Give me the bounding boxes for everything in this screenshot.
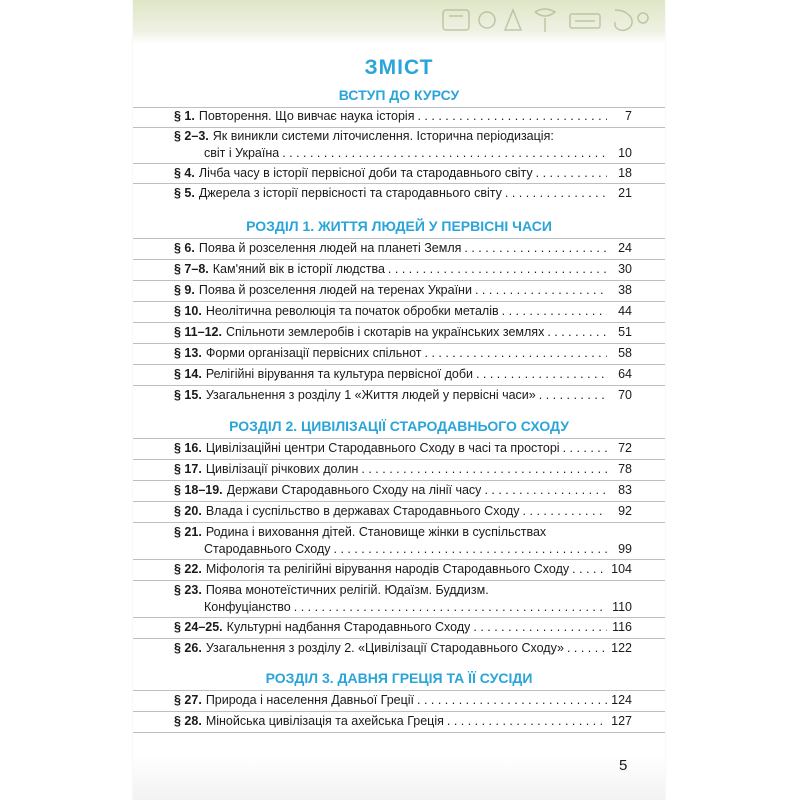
entry-number: § 5. xyxy=(174,186,195,200)
entry-title: Узагальнення з розділу 1 «Життя людей у первісні часи» xyxy=(205,388,536,402)
entry-title: Поява монотеїстичних релігій. Юдаїзм. Буддизм. xyxy=(205,583,489,597)
divider xyxy=(133,559,665,560)
entry-title-continued: Конфуціанство xyxy=(204,600,291,614)
entry-page: 18 xyxy=(618,166,632,180)
book-page xyxy=(133,0,665,800)
divider xyxy=(133,322,665,323)
toc-entry[interactable] xyxy=(174,185,632,202)
entry-page: 110 xyxy=(612,600,632,614)
dot-leader xyxy=(476,366,607,383)
entry-page: 24 xyxy=(618,241,632,255)
entry-title: Цивілізації річкових долин xyxy=(205,462,359,476)
dot-leader xyxy=(361,461,607,478)
entry-page: 72 xyxy=(618,441,632,455)
divider xyxy=(133,580,665,581)
entry-title: Форми організації первісних спільнот xyxy=(205,346,422,360)
dot-leader xyxy=(417,108,607,125)
dot-leader xyxy=(464,240,607,257)
toc-entry[interactable] xyxy=(174,524,632,558)
entry-title: Родина і виховання дітей. Становище жінки в суспільствах xyxy=(205,525,547,539)
entry-title: Міфологія та релігійні вірування народів Стародавнього Сходу xyxy=(205,562,570,576)
divider xyxy=(133,732,665,733)
divider xyxy=(133,638,665,639)
divider xyxy=(133,280,665,281)
entry-page: 70 xyxy=(618,388,632,402)
entry-number: § 4. xyxy=(174,166,195,180)
dot-leader xyxy=(539,387,607,404)
dot-leader xyxy=(294,599,607,616)
dot-leader xyxy=(475,282,607,299)
divider xyxy=(133,183,665,184)
entry-number: § 23. xyxy=(174,583,202,597)
section-heading-chapter-2: РОЗДІЛ 2. ЦИВІЛІЗАЦІЇ СТАРОДАВНЬОГО СХОДУ xyxy=(229,418,569,434)
entry-number: § 26. xyxy=(174,641,202,655)
divider xyxy=(133,364,665,365)
toc-entry[interactable] xyxy=(174,345,632,362)
entry-number: § 28. xyxy=(174,714,202,728)
toc-entry[interactable] xyxy=(174,619,632,636)
toc-entry[interactable] xyxy=(174,640,632,657)
dot-leader xyxy=(484,482,607,499)
dot-leader xyxy=(502,303,607,320)
entry-page: 44 xyxy=(618,304,632,318)
section-heading-chapter-1: РОЗДІЛ 1. ЖИТТЯ ЛЮДЕЙ У ПЕРВІСНІ ЧАСИ xyxy=(246,218,552,234)
entry-title: Природа і населення Давньої Греції xyxy=(205,693,415,707)
toc-entry[interactable] xyxy=(174,366,632,383)
dot-leader xyxy=(282,145,607,162)
dot-leader xyxy=(505,185,607,202)
section-heading-chapter-3: РОЗДІЛ 3. ДАВНЯ ГРЕЦІЯ ТА ЇЇ СУСІДИ xyxy=(265,670,533,686)
entry-title: Джерела з історії первісності та стародавнього світу xyxy=(198,186,502,200)
footer-area xyxy=(133,756,665,800)
entry-title: Кам'яний вік в історії людства xyxy=(212,262,385,276)
entry-number: § 11–12. xyxy=(174,325,222,339)
entry-number: § 16. xyxy=(174,441,202,455)
entry-title: Поява й розселення людей на теренах України xyxy=(198,283,472,297)
entry-number: § 9. xyxy=(174,283,195,297)
entry-page: 64 xyxy=(618,367,632,381)
entry-number: § 14. xyxy=(174,367,202,381)
toc-entry[interactable] xyxy=(174,387,632,404)
page-title: ЗМІСТ xyxy=(364,56,434,79)
entry-number: § 6. xyxy=(174,241,195,255)
entry-title: Держави Стародавнього Сходу на лінії часу xyxy=(226,483,482,497)
entry-number: § 24–25. xyxy=(174,620,223,634)
entry-title: Неолітична революція та початок обробки металів xyxy=(205,304,499,318)
entry-title: Як виникли системи літочислення. Історична періодизація: xyxy=(212,129,554,143)
toc-entry[interactable] xyxy=(174,165,632,182)
entry-page: 30 xyxy=(618,262,632,276)
divider xyxy=(133,522,665,523)
dot-leader xyxy=(447,713,607,730)
toc-entry[interactable] xyxy=(174,282,632,299)
divider xyxy=(133,459,665,460)
entry-page: 99 xyxy=(618,542,632,556)
entry-page: 7 xyxy=(625,109,632,123)
entry-page: 78 xyxy=(618,462,632,476)
entry-page: 51 xyxy=(618,325,632,339)
entry-number: § 17. xyxy=(174,462,202,476)
entry-page: 21 xyxy=(618,186,632,200)
entry-title: Повторення. Що вивчає наука історія xyxy=(198,109,415,123)
entry-page: 124 xyxy=(611,693,632,707)
divider xyxy=(133,385,665,386)
dot-leader xyxy=(473,619,607,636)
toc-entry[interactable] xyxy=(174,503,632,520)
entry-number: § 13. xyxy=(174,346,202,360)
divider xyxy=(133,711,665,712)
entry-title: Лічба часу в історії первісної доби та стародавнього світу xyxy=(198,166,533,180)
dot-leader xyxy=(417,692,607,709)
entry-number: § 2–3. xyxy=(174,129,209,143)
dot-leader xyxy=(523,503,607,520)
entry-page: 122 xyxy=(611,641,632,655)
dot-leader xyxy=(547,324,607,341)
divider xyxy=(133,438,665,439)
toc-entry[interactable] xyxy=(174,240,632,257)
entry-number: § 18–19. xyxy=(174,483,223,497)
toc-entry[interactable] xyxy=(174,128,632,162)
entry-title: Релігійні вірування та культура первісної доби xyxy=(205,367,473,381)
entry-title: Поява й розселення людей на планеті Земля xyxy=(198,241,462,255)
toc-entry[interactable] xyxy=(174,482,632,499)
entry-title: Влада і суспільство в державах Стародавнього Сходу xyxy=(205,504,520,518)
entry-number: § 15. xyxy=(174,388,202,402)
divider xyxy=(133,501,665,502)
entry-number: § 20. xyxy=(174,504,202,518)
dot-leader xyxy=(563,440,607,457)
entry-title: Мінойська цивілізація та ахейська Греція xyxy=(205,714,444,728)
hieroglyph-decoration-icon xyxy=(435,4,655,38)
entry-title: Узагальнення з розділу 2. «Цивілізації Стародавнього Сходу» xyxy=(205,641,564,655)
toc-entry[interactable] xyxy=(174,303,632,320)
entry-number: § 22. xyxy=(174,562,202,576)
dot-leader xyxy=(567,640,607,657)
divider xyxy=(133,480,665,481)
section-heading-intro: ВСТУП ДО КУРСУ xyxy=(338,87,460,103)
entry-title: Спільноти землеробів і скотарів на українських землях xyxy=(225,325,545,339)
toc-entry[interactable] xyxy=(174,261,632,278)
entry-page: 38 xyxy=(618,283,632,297)
dot-leader xyxy=(536,165,607,182)
toc-entry[interactable] xyxy=(174,692,632,709)
dot-leader xyxy=(425,345,607,362)
toc-entry[interactable] xyxy=(174,108,632,125)
divider xyxy=(133,343,665,344)
toc-entry[interactable] xyxy=(174,561,632,578)
toc-entry[interactable] xyxy=(174,461,632,478)
divider xyxy=(133,617,665,618)
entry-title-continued: світ і Україна xyxy=(204,146,280,160)
entry-page: 10 xyxy=(618,146,632,160)
dot-leader xyxy=(334,541,607,558)
entry-page: 104 xyxy=(611,562,632,576)
toc-entry[interactable] xyxy=(174,713,632,730)
toc-entry[interactable] xyxy=(174,440,632,457)
entry-number: § 10. xyxy=(174,304,202,318)
entry-number: § 27. xyxy=(174,693,202,707)
entry-page: 127 xyxy=(611,714,632,728)
divider xyxy=(133,163,665,164)
page-number: 5 xyxy=(619,757,628,774)
entry-title: Культурні надбання Стародавнього Сходу xyxy=(226,620,471,634)
entry-title-continued: Стародавнього Сходу xyxy=(204,542,331,556)
entry-page: 92 xyxy=(618,504,632,518)
toc-entry[interactable] xyxy=(174,324,632,341)
toc-entry[interactable] xyxy=(174,582,632,616)
entry-page: 83 xyxy=(618,483,632,497)
entry-number: § 21. xyxy=(174,525,202,539)
entry-page: 58 xyxy=(618,346,632,360)
entry-number: § 7–8. xyxy=(174,262,209,276)
dot-leader xyxy=(388,261,607,278)
entry-page: 116 xyxy=(612,620,632,634)
entry-title: Цивілізаційні центри Стародавнього Сходу в часі та просторі xyxy=(205,441,560,455)
dot-leader xyxy=(572,561,607,578)
divider xyxy=(133,238,665,239)
divider xyxy=(133,301,665,302)
entry-number: § 1. xyxy=(174,109,195,123)
decorative-banner xyxy=(133,0,665,44)
divider xyxy=(133,259,665,260)
divider xyxy=(133,690,665,691)
